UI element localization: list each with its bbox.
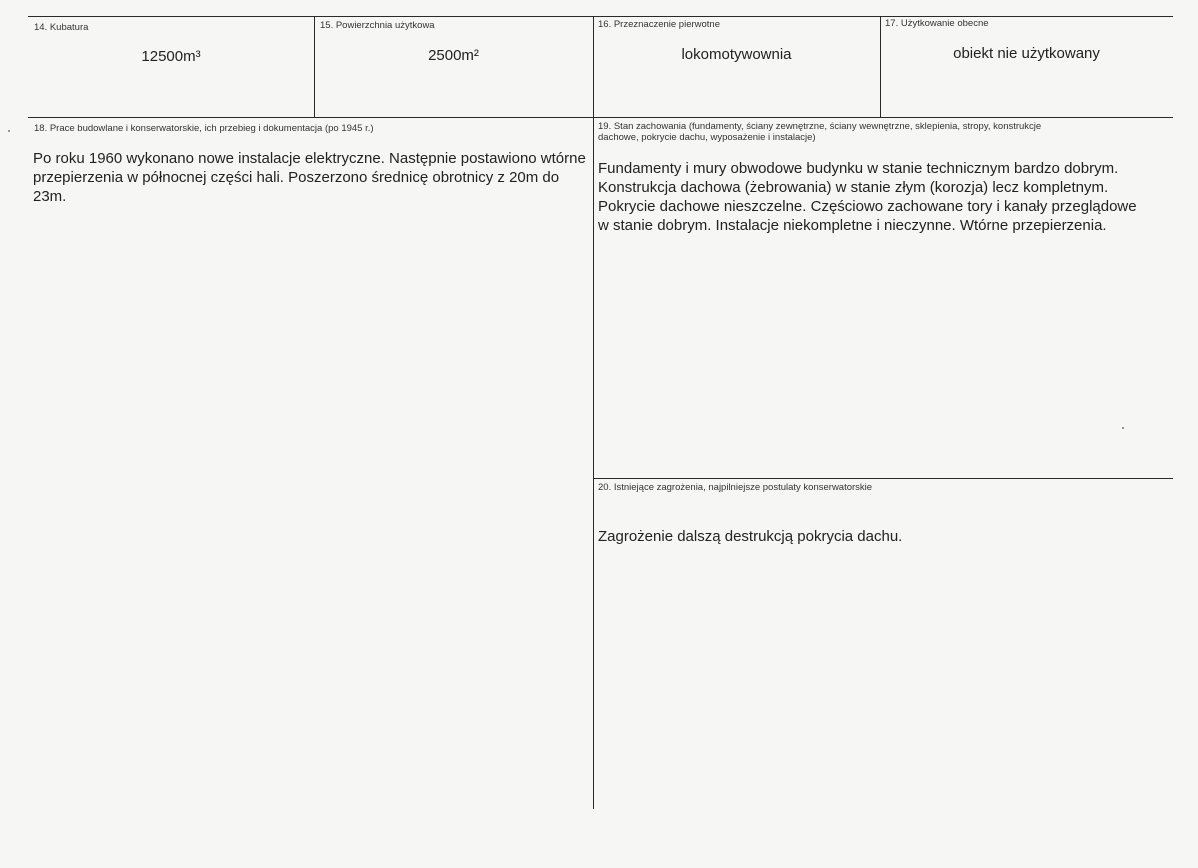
scan-speck — [8, 130, 10, 132]
field-15-label: 15. Powierzchnia użytkowa — [320, 20, 435, 31]
field-16-label: 16. Przeznaczenie pierwotne — [598, 19, 720, 30]
field-19-label: 19. Stan zachowania (fundamenty, ściany zewnętrzne, ściany wewnętrzne, sklepienia, stropy, konstrukcje dachowe, pokrycie dachu, wyposażenie i instalacje) — [598, 121, 1042, 143]
top-border-line — [28, 16, 1173, 17]
scan-speck — [1122, 427, 1124, 429]
field-18-label: 18. Prace budowlane i konserwatorskie, ich przebieg i dokumentacja (po 1945 r.) — [34, 123, 374, 134]
field-15-value: 2500m² — [428, 47, 479, 64]
field-14-label: 14. Kubatura — [34, 22, 89, 33]
field-20-text: Zagrożenie dalszą destrukcją pokrycia dachu. — [598, 528, 903, 545]
field-17-label: 17. Użytkowanie obecne — [885, 18, 989, 29]
field-18-text: Po roku 1960 wykonano nowe instalacje elektryczne. Następnie postawiono wtórne przepierzenia w północnej części hali. Poszerzono średnicę obrotnicy z 20m do 23m. — [33, 150, 586, 205]
row-divider-line-1 — [28, 117, 1173, 118]
field-19-text: Fundamenty i mury obwodowe budynku w stanie technicznym bardzo dobrym. Konstrukcja dachowa (żebrowania) w stanie złym (korozja) lecz kompletnym. Pokrycie dachowe nieszczelne. Częściowo zachowane tory i kanały przeglądowe w stanie dobrym. Instalacje niekompletne i nieczynne. Wtórne przepierzenia. — [598, 160, 1137, 234]
field-14-value: 12500m³ — [141, 48, 201, 65]
field-16-value: lokomotywownia — [681, 46, 792, 63]
field-20-label: 20. Istniejące zagrożenia, najpilniejsze postulaty konserwatorskie — [598, 482, 873, 493]
row-divider-line-2 — [593, 478, 1173, 479]
col-divider-line-1 — [314, 16, 315, 117]
col-divider-line-3 — [880, 16, 881, 117]
field-17-value: obiekt nie użytkowany — [953, 45, 1100, 62]
col-divider-line-2 — [593, 16, 594, 809]
